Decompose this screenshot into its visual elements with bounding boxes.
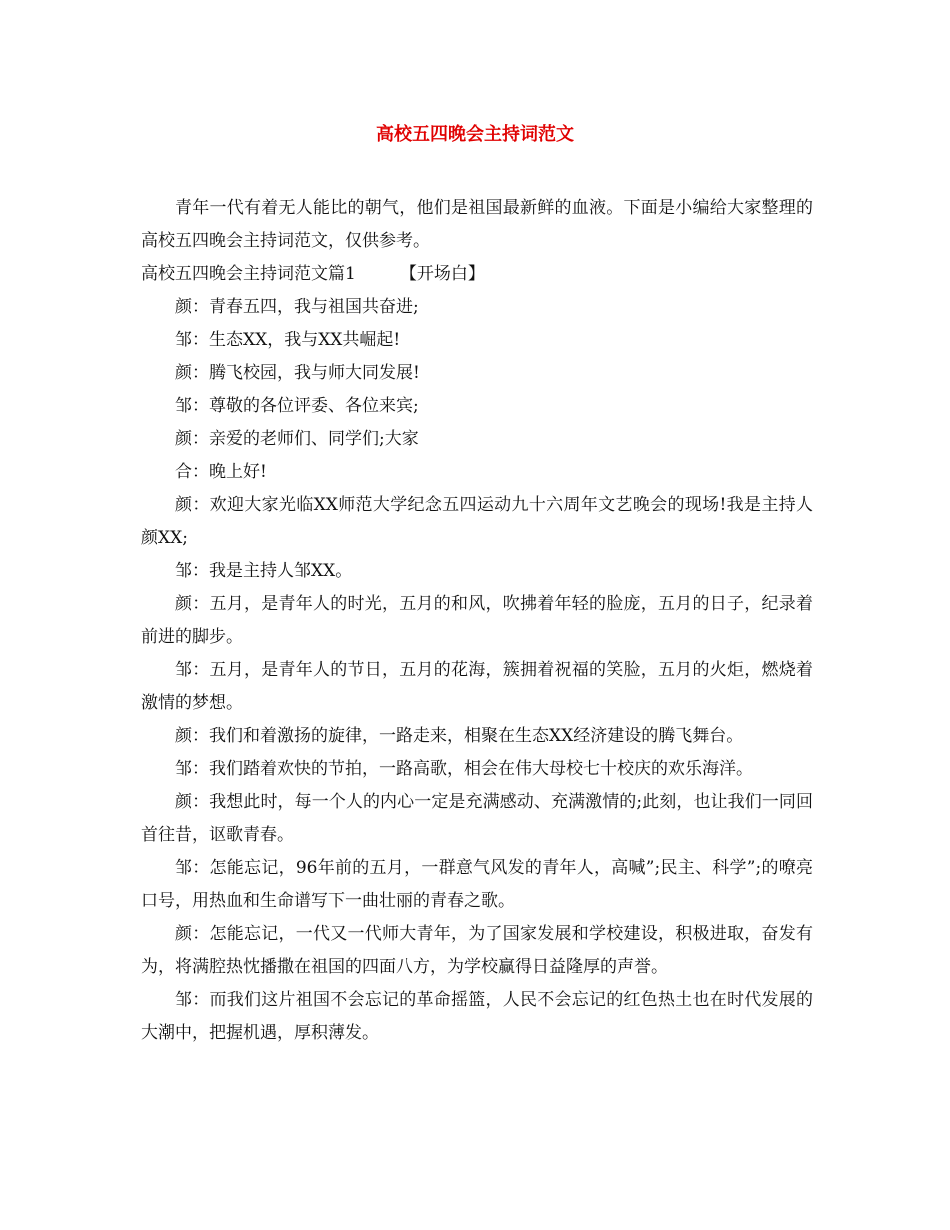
dialogue-line: 颜：青春五四，我与祖国共奋进; <box>175 297 419 317</box>
section-heading: 高校五四晚会主持词范文篇1 <box>141 264 356 284</box>
document-body <box>141 192 813 1050</box>
dialogue-line: 邹：我是主持人邹XX。 <box>175 561 353 581</box>
dialogue-line: 颜：欢迎大家光临XX师范大学纪念五四运动九十六周年文艺晚会的现场!我是主持人颜XX; <box>141 495 813 548</box>
section-subheading: 【开场白】 <box>399 264 485 284</box>
dialogue-line: 邹：尊敬的各位评委、各位来宾; <box>175 396 419 416</box>
dialogue-line: 邹：生态XX，我与XX共崛起! <box>175 330 401 350</box>
dialogue-line: 颜：亲爱的老师们、同学们;大家 <box>175 429 419 449</box>
dialogue-line: 颜：怎能忘记，一代又一代师大青年，为了国家发展和学校建设，积极进取，奋发有为，将满腔热忱播撒在祖国的四面八方，为学校赢得日益隆厚的声誉。 <box>141 924 813 977</box>
dialogue-line: 颜：我们和着激扬的旋律，一路走来，相聚在生态XX经济建设的腾飞舞台。 <box>175 726 744 746</box>
dialogue-line: 邹：怎能忘记，96年前的五月，一群意气风发的青年人，高喊”;民主、科学”;的嘹亮口号，用热血和生命谱写下一曲壮丽的青春之歌。 <box>141 858 813 911</box>
dialogue-line: 邹：五月，是青年人的节日，五月的花海，簇拥着祝福的笑脸，五月的火炬，燃烧着激情的梦想。 <box>141 660 813 713</box>
dialogue-line: 合：晚上好! <box>175 462 267 482</box>
dialogue-line: 颜：五月，是青年人的时光，五月的和风，吹拂着年轻的脸庞，五月的日子，纪录着前进的脚步。 <box>141 594 813 647</box>
document-title: 高校五四晚会主持词范文 <box>376 124 574 145</box>
dialogue-line: 邹：而我们这片祖国不会忘记的革命摇篮，人民不会忘记的红色热土也在时代发展的大潮中，把握机遇，厚积薄发。 <box>141 990 813 1043</box>
dialogue-line: 颜：腾飞校园，我与师大同发展! <box>175 363 420 383</box>
section-heading-line <box>141 258 813 291</box>
dialogue-line: 颜：我想此时，每一个人的内心一定是充满感动、充满激情的;此刻，也让我们一同回首往昔，讴歌青春。 <box>141 792 813 845</box>
intro-paragraph: 青年一代有着无人能比的朝气，他们是祖国最新鲜的血液。下面是小编给大家整理的高校五四晚会主持词范文，仅供参考。 <box>141 198 813 251</box>
dialogue-line: 邹：我们踏着欢快的节拍，一路高歌，相会在伟大母校七十校庆的欢乐海洋。 <box>175 759 753 779</box>
